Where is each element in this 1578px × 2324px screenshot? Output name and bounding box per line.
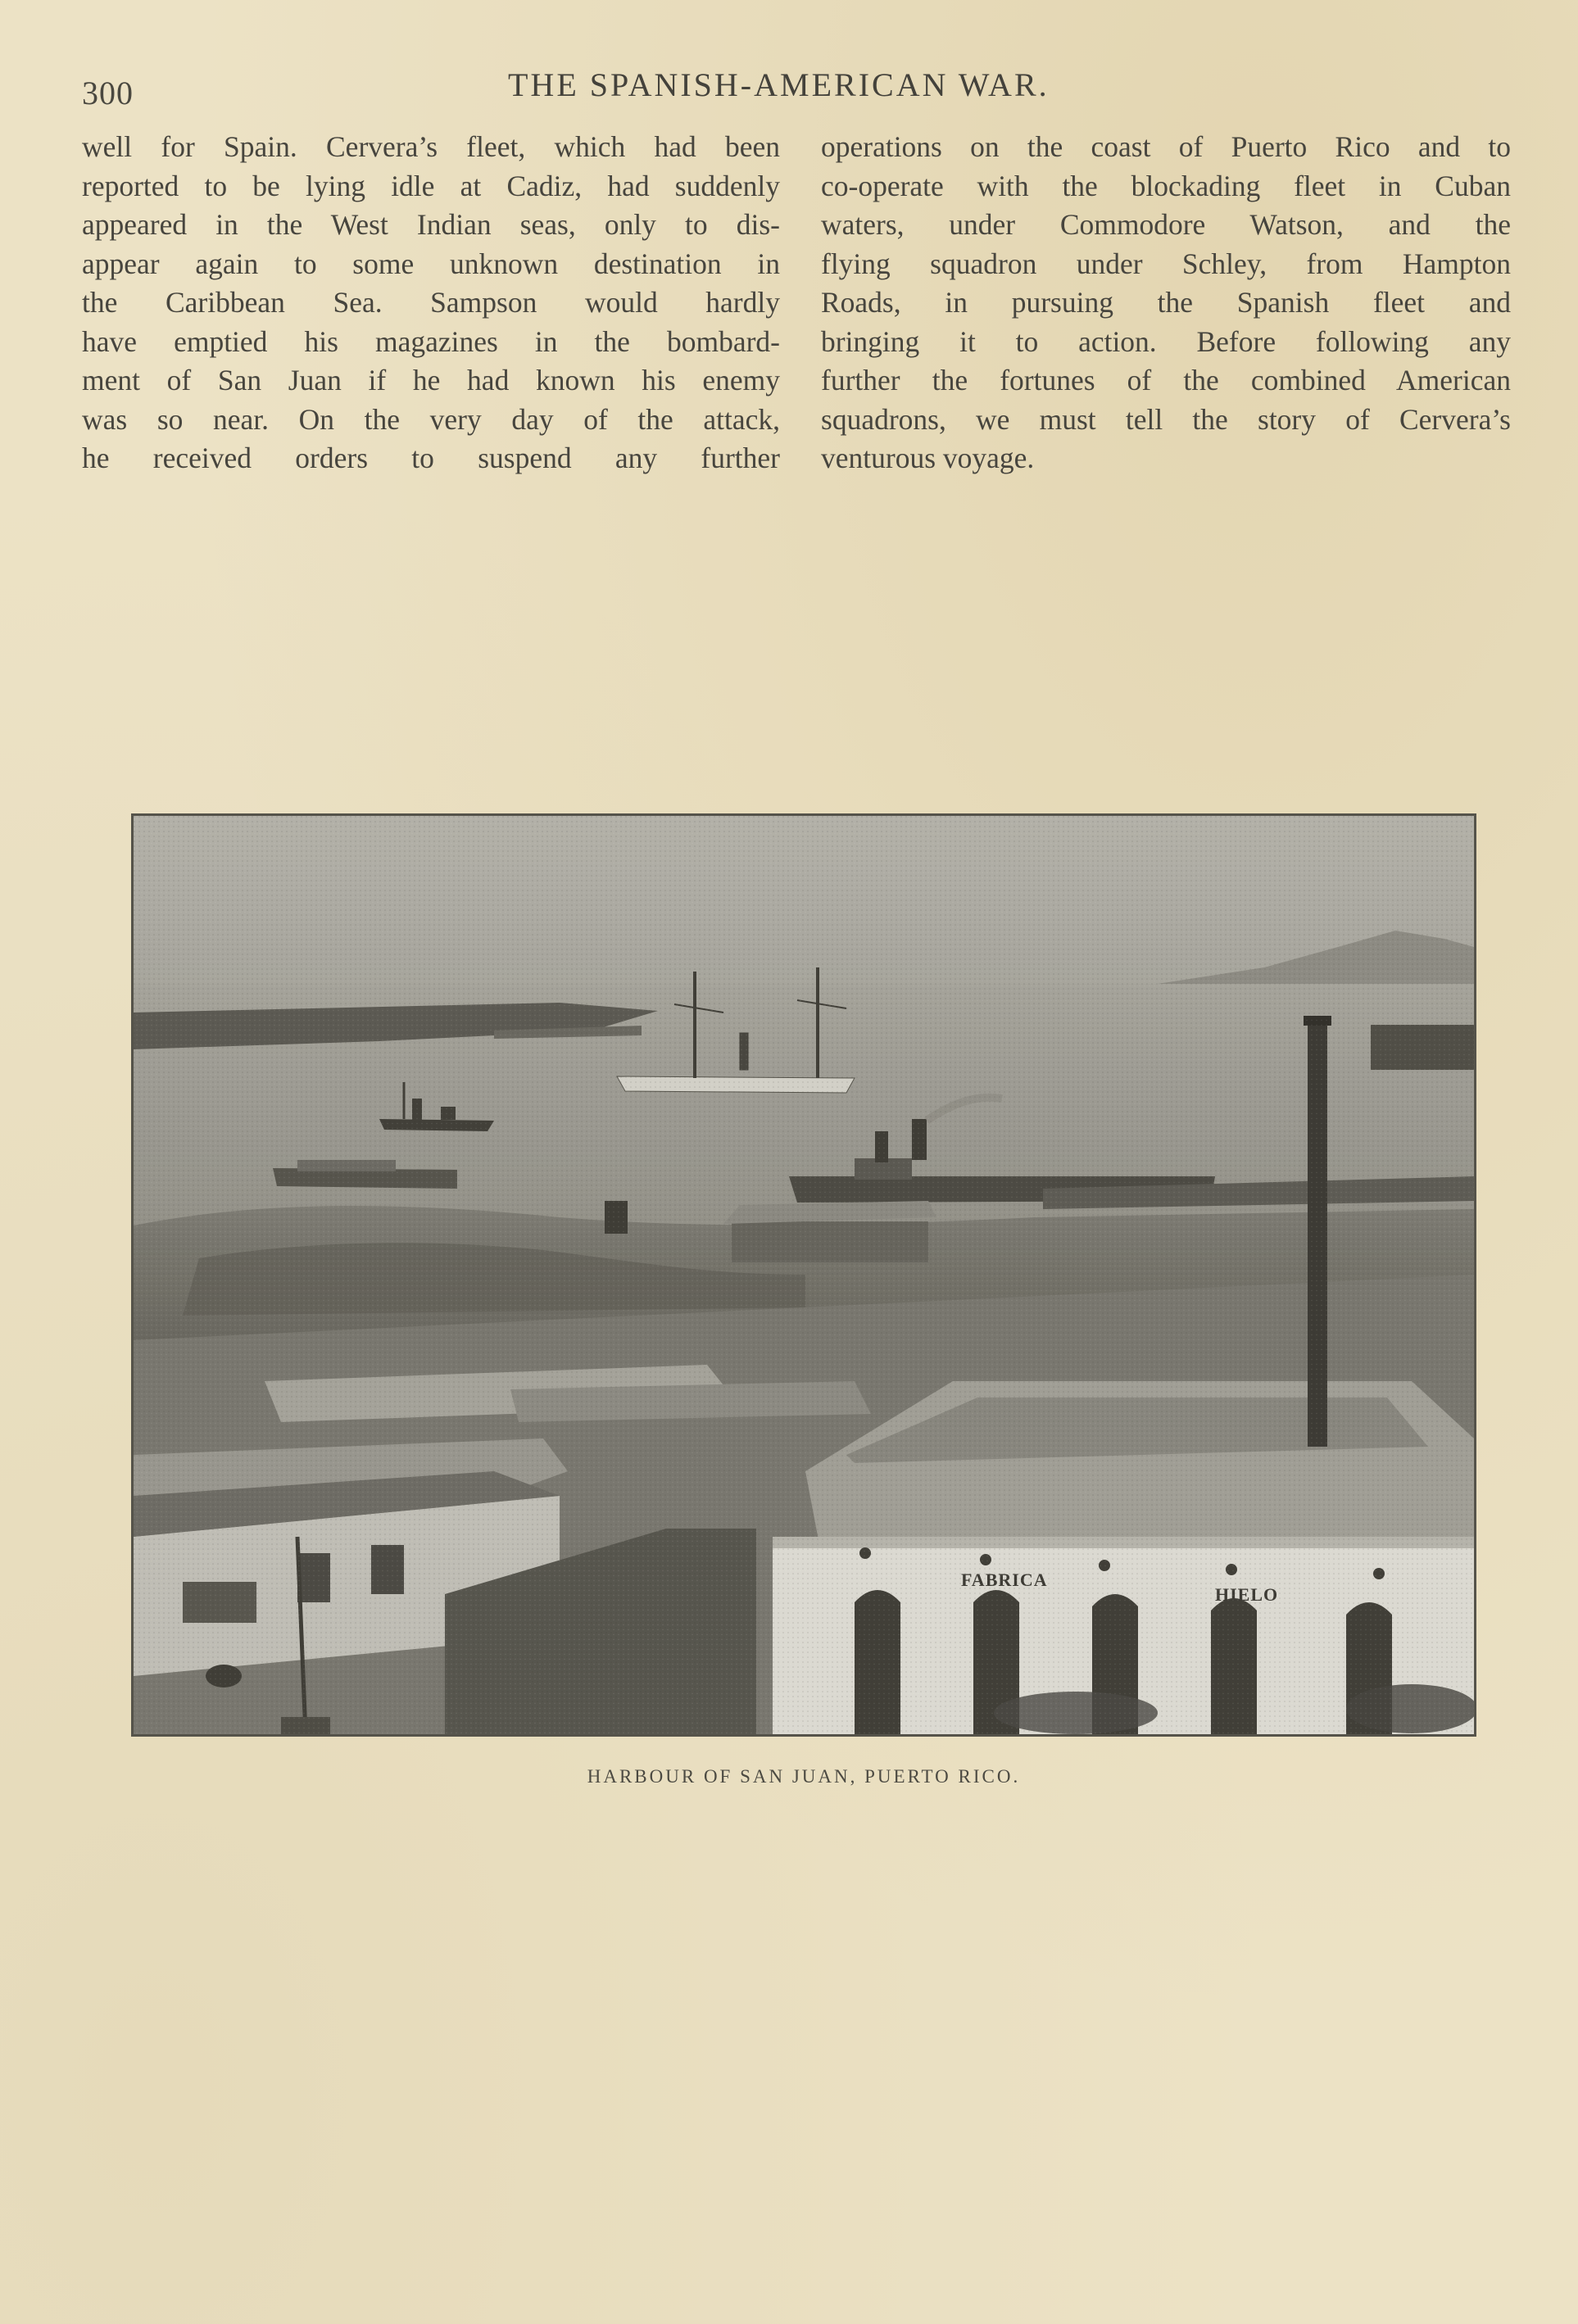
text-line: well for Spain. Cervera’s fleet, which had been [82,130,780,163]
text-line: flying squadron under Schley, from Hampton [821,247,1511,280]
text-line: appear again to some unknown destination in [82,247,780,280]
text-column-right [821,128,1511,478]
text-line: ment of San Juan if he had known his enemy [82,364,780,396]
text-line: further the fortunes of the combined American [821,364,1511,396]
running-head: THE SPANISH-AMERICAN WAR. [508,66,1050,103]
text-line: reported to be lying idle at Cadiz, had suddenly [82,169,780,202]
text-line: squadrons, we must tell the story of Cervera’s [821,402,1511,436]
text-line: was so near. On the very day of the attack, [82,402,780,436]
harbour-photograph [131,813,1476,1737]
page-number: 300 [82,75,134,111]
text-line: waters, under Commodore Watson, and the [821,208,1511,241]
text-line: operations on the coast of Puerto Rico and to [821,130,1511,163]
harbour-photo-illustration [134,816,1474,1734]
text-line: the Caribbean Sea. Sampson would hardly [82,286,780,319]
text-line: Roads, in pursuing the Spanish fleet and [821,286,1511,319]
text-line: appeared in the West Indian seas, only to dis- [82,208,780,241]
text-line: venturous voyage. [821,442,1035,474]
text-line: co-operate with the blockading fleet in Cuban [821,169,1511,202]
text-line: he received orders to suspend any further [82,442,780,474]
figure-caption: HARBOUR OF SAN JUAN, PUERTO RICO. [587,1766,1021,1787]
text-line: have emptied his magazines in the bombard- [82,324,780,358]
text-line: bringing it to action. Before following any [821,324,1511,358]
text-column-left [82,128,780,478]
